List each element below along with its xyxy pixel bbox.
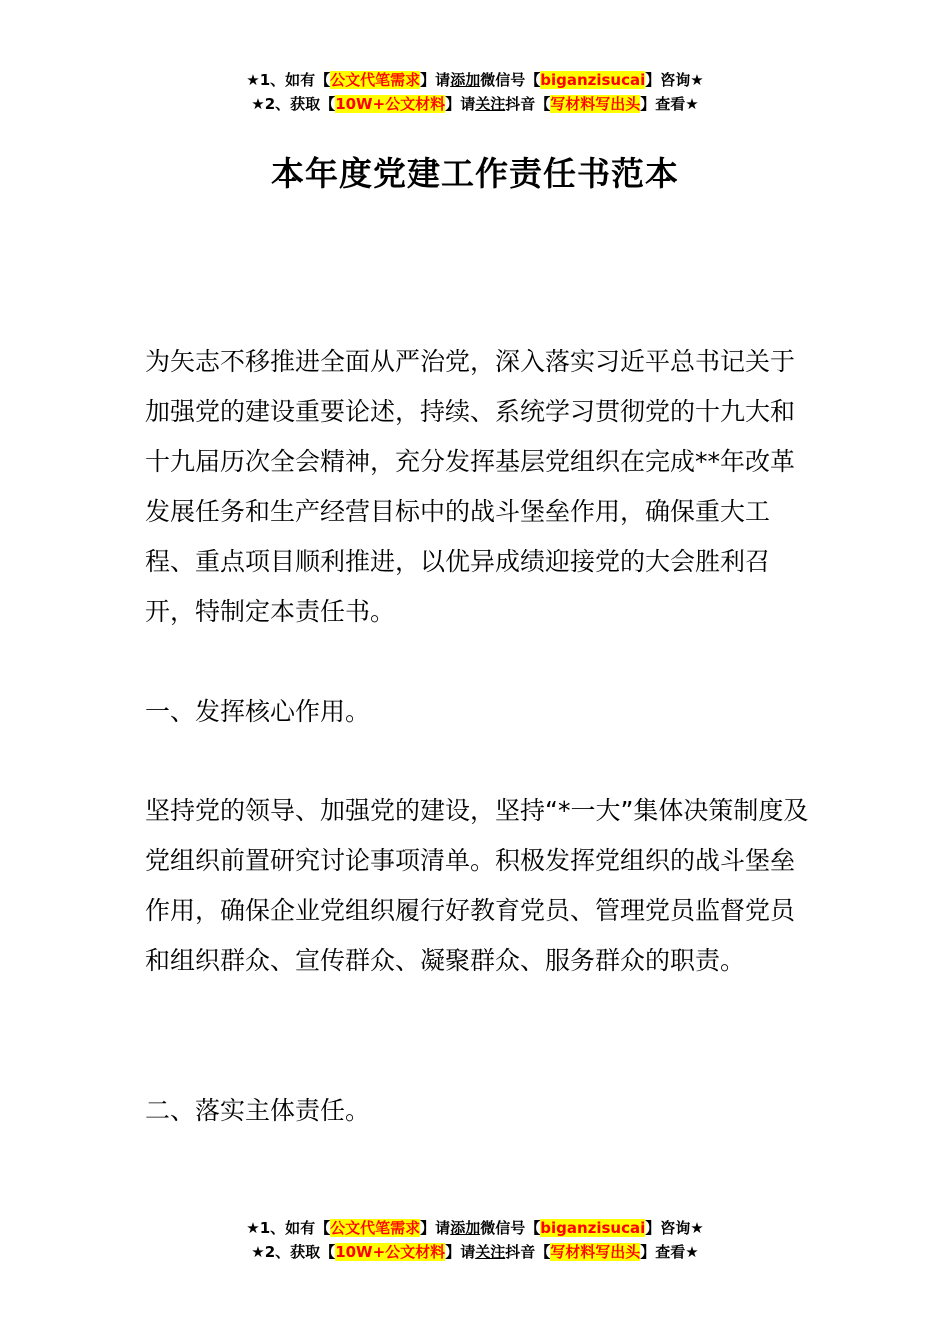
footer-highlight-wechat-id: biganzisucai xyxy=(540,1219,646,1237)
footer-highlight-materials: 10W+公文材料 xyxy=(335,1243,446,1261)
highlight-wechat-id: biganzisucai xyxy=(540,71,646,89)
document-title: 本年度党建工作责任书范本 xyxy=(271,154,679,193)
footer-highlight-douyin-account: 写材料写出头 xyxy=(550,1243,641,1261)
footer-banner-line-2: ★2、获取【10W+公文材料】请关注抖音【写材料写出头】查看★ xyxy=(251,1243,699,1261)
footer-banner xyxy=(0,1216,950,1264)
footer-banner-line-1: ★1、如有【公文代笔需求】请添加微信号【biganzisucai】咨询★ xyxy=(246,1219,704,1237)
header-banner xyxy=(0,68,950,116)
highlight-materials: 10W+公文材料 xyxy=(335,95,446,113)
banner-line-1: ★1、如有【公文代笔需求】请添加微信号【biganzisucai】咨询★ xyxy=(246,71,704,89)
highlight-writing-service: 公文代笔需求 xyxy=(330,71,421,89)
highlight-douyin-account: 写材料写出头 xyxy=(550,95,641,113)
section-1-paragraph: 坚持党的领导、加强党的建设，坚持“*一大”集体决策制度及党组织前置研究讨论事项清单。积极发挥党组织的战斗堡垒作用，确保企业党组织履行好教育党员、管理党员监督党员和组织群众、宣传群众、凝聚群众、服务群众的职责。 xyxy=(145,796,809,975)
banner-line-2: ★2、获取【10W+公文材料】请关注抖音【写材料写出头】查看★ xyxy=(251,95,699,113)
section-heading-1: 一、发挥核心作用。 xyxy=(145,697,371,726)
footer-highlight-writing-service: 公文代笔需求 xyxy=(330,1219,421,1237)
section-heading-2: 二、落实主体责任。 xyxy=(145,1096,371,1125)
intro-paragraph: 为矢志不移推进全面从严治党，深入落实习近平总书记关于加强党的建设重要论述，持续、系统学习贯彻党的十九大和十九届历次全会精神，充分发挥基层党组织在完成**年改革发展任务和生产经营目标中的战斗堡垒作用，确保重大工程、重点项目顺利推进，以优异成绩迎接党的大会胜利召开，特制定本责任书。 xyxy=(145,347,796,626)
